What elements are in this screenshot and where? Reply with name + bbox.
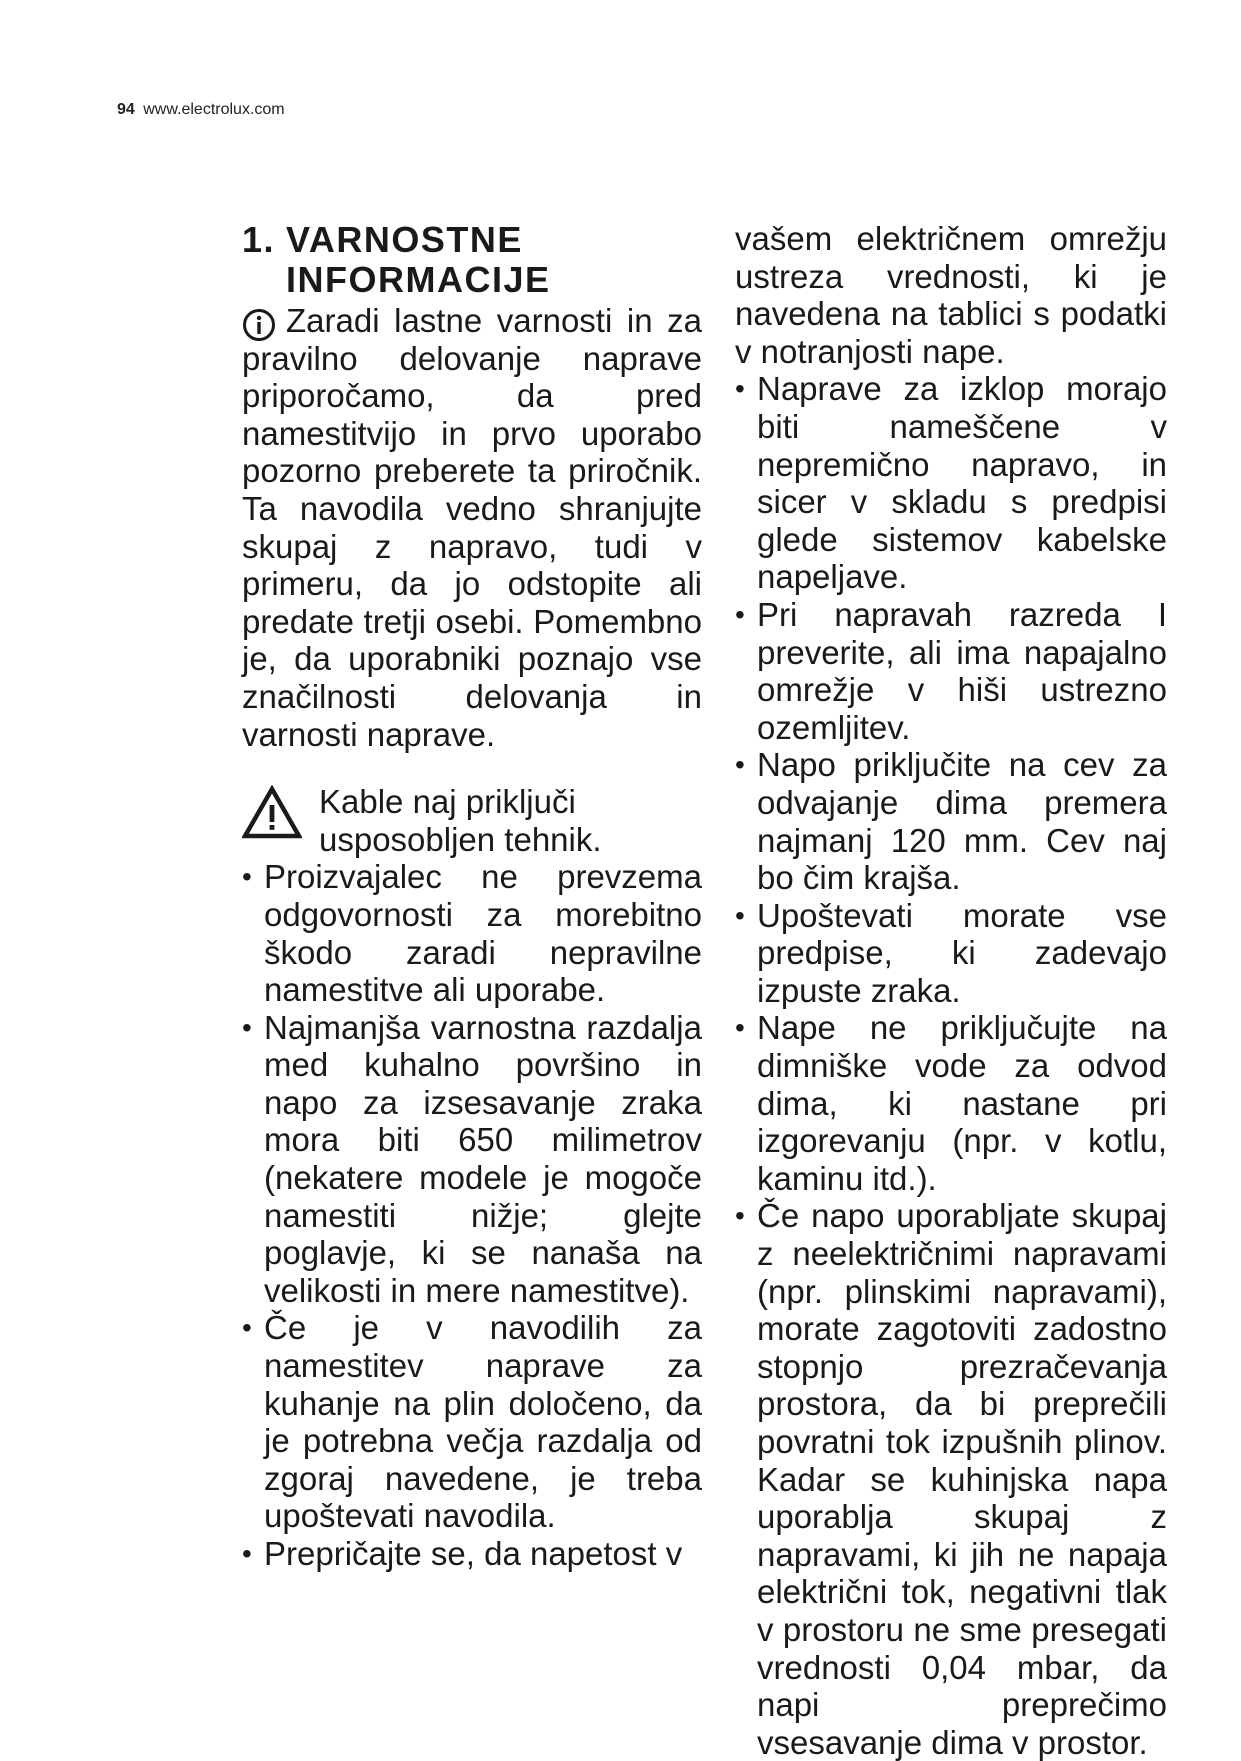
- list-item: • Napo priključite na cev za odvajanje dima premera najmanj 120 mm. Cev naj bo čim krajša.: [735, 746, 1167, 896]
- list-item: • Upoštevati morate vse predpise, ki zadevajo izpuste zraka.: [735, 897, 1167, 1010]
- info-paragraph: [242, 302, 702, 753]
- list-item: • Najmanjša varnostna razdalja med kuhalno površino in napo za izsesavanje zraka mora biti 650 milimetrov (nekatere modele je mogoče namestiti nižje; glejte poglavje, ki se nanaša na velikosti in mere namestitve).: [242, 1009, 702, 1310]
- list-item: • Prepričajte se, da napetost v: [242, 1535, 702, 1573]
- bullet-continuation: vašem električnem omrežju ustreza vrednosti, ki je navedena na tablici s podatki v notranjosti nape.: [735, 220, 1167, 370]
- intro-text: Zaradi lastne varnosti in za pravilno delovanje naprave priporočamo, da pred namestitvijo in prvo uporabo pozorno preberete ta priročnik. Ta navodila vedno shranjujte skupaj z napravo, tudi v primeru, da jo odstopite ali predate tretji osebi. Pomembno je, da uporabniki poznajo vse značilnosti delovanja in varnosti naprave.: [242, 302, 702, 753]
- list-item: • Če napo uporabljate skupaj z neelektričnimi napravami (npr. plinskimi napravami), morate zagotoviti zadostno stopnjo prezračevanja prostora, da bi preprečili povratni tok izpušnih plinov. Kadar se kuhinjska napa uporablja skupaj z napravami, ki jih ne napaja električni tok, negativni tlak v prostoru ne sme presegati vrednosti 0,04 mbar, da napi preprečimo vsesavanje dima v prostor.: [735, 1197, 1167, 1761]
- right-column: [735, 220, 1167, 1761]
- list-item: • Nape ne priključujte na dimniške vode za odvod dima, ki nastane pri izgorevanju (npr. v kotlu, kaminu itd.).: [735, 1009, 1167, 1197]
- section-number: 1.: [242, 219, 276, 260]
- list-item: • Pri napravah razreda I preverite, ali ima napajalno omrežje v hiši ustrezno ozemljitev.: [735, 596, 1167, 746]
- warning-triangle-icon: [242, 785, 302, 839]
- section-title-line2: INFORMACIJE: [286, 259, 551, 300]
- page-header: [117, 101, 285, 119]
- website-url[interactable]: www.electrolux.com: [143, 101, 285, 118]
- list-item: • Naprave za izklop morajo biti nameščene v nepremično napravo, in sicer v skladu s predpisi glede sistemov kabelske napeljave.: [735, 370, 1167, 596]
- list-item: • Proizvajalec ne prevzema odgovornosti za morebitno škodo zaradi nepravilne namestitve ali uporabe.: [242, 858, 702, 1008]
- info-icon: [242, 308, 276, 342]
- warning-note: [242, 783, 702, 858]
- section-title: [242, 220, 702, 300]
- right-bullet-list: [735, 370, 1167, 1761]
- warning-text: Kable naj priključi usposobljen tehnik.: [319, 783, 602, 858]
- list-item: • Če je v navodilih za namestitev naprave za kuhanje na plin določeno, da je potrebna večja razdalja od zgoraj navedene, je treba upoštevati navodila.: [242, 1309, 702, 1535]
- left-column: [242, 220, 702, 1573]
- page-number: 94: [117, 101, 135, 118]
- left-bullet-list: [242, 858, 702, 1572]
- section-title-line1: VARNOSTNE: [286, 219, 523, 260]
